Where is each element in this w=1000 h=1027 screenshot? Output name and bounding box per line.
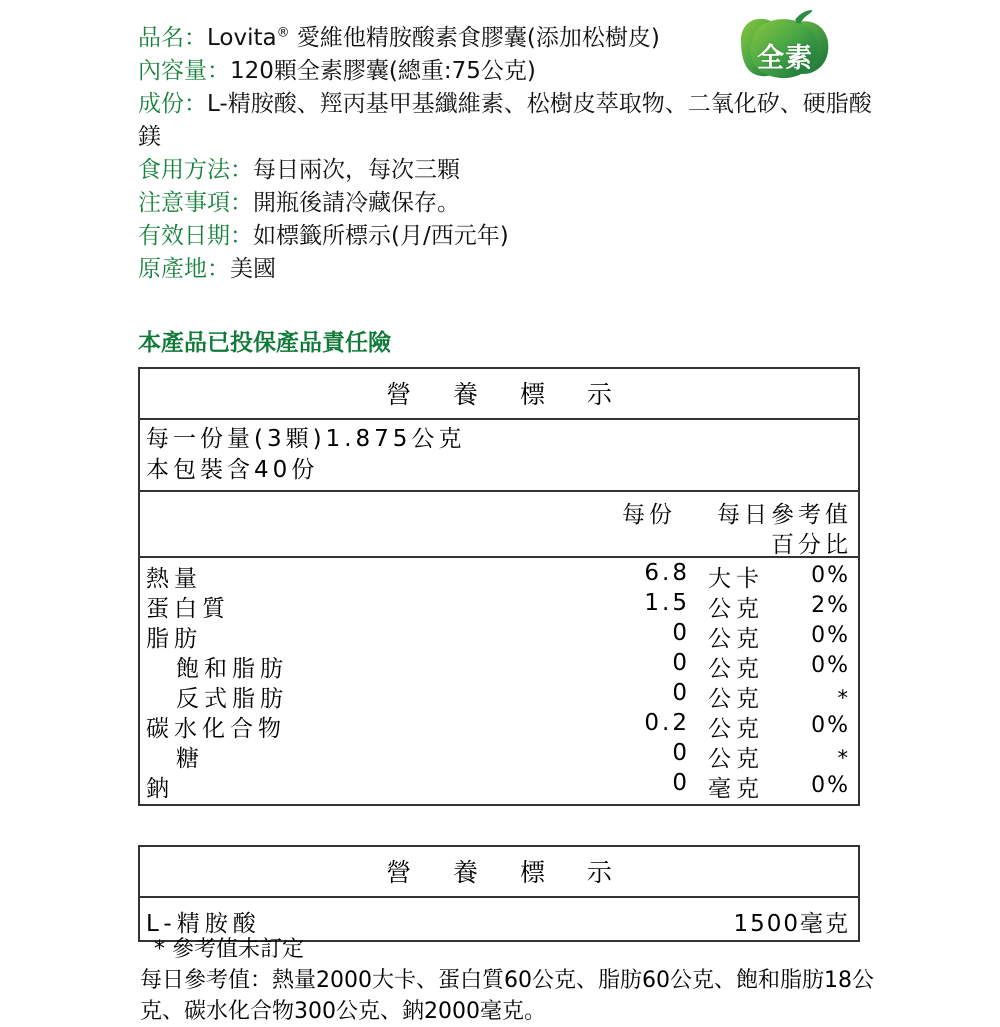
nutrition-rows <box>140 558 858 804</box>
nutrient-amount: 1500毫克 <box>733 911 850 937</box>
directions-value: 每日兩次，每次三顆 <box>253 157 460 183</box>
origin-label: 原產地： <box>138 256 230 282</box>
ingredients-value: L-精胺酸、羥丙基甲基纖維素、松樹皮萃取物、二氧化矽、硬脂酸鎂 <box>138 91 872 150</box>
column-header-per-serving: 每份 <box>622 502 676 528</box>
origin-line <box>138 253 878 286</box>
nutrient-daily-value: 0% <box>811 623 850 648</box>
nutrient-unit: 毫克 <box>708 776 764 802</box>
ingredients-line <box>138 88 878 154</box>
nutrient-name: 蛋白質 <box>146 596 230 622</box>
servings-per-container: 本包裝含40份 <box>146 457 319 483</box>
table-row <box>140 898 858 940</box>
directions-line <box>138 154 878 187</box>
nutrient-daily-value: 0% <box>811 713 850 738</box>
caution-value: 開瓶後請冷藏保存。 <box>253 190 460 216</box>
nutrition-facts-table-secondary <box>138 845 860 942</box>
column-header-daily-value-percent: 百分比 <box>771 532 852 558</box>
nutrient-unit: 公克 <box>708 746 764 772</box>
nutrient-amount: 0 <box>672 770 690 796</box>
nutrient-daily-value: 2% <box>811 593 850 618</box>
nutrient-amount: 0 <box>672 620 690 646</box>
nutrient-daily-value: 0% <box>811 563 850 588</box>
registered-trademark-icon: ® <box>276 25 290 41</box>
net-content-value: 120顆全素膠囊(總重:75公克) <box>230 58 536 84</box>
nutrient-unit: 公克 <box>708 656 764 682</box>
serving-size: 每一份量(3顆)1.875公克 <box>146 426 466 452</box>
nutrient-daily-value: * <box>837 686 850 710</box>
column-header-daily-value: 每日參考值 <box>717 502 852 528</box>
nutrient-unit: 公克 <box>708 596 764 622</box>
product-liability-insurance-note: 本產品已投保產品責任險 <box>138 330 391 356</box>
nutrient-amount: 0 <box>672 680 690 706</box>
nutrient-amount: 1.5 <box>644 590 690 616</box>
nutrient-name: 糖 <box>176 746 204 772</box>
table-row <box>140 680 858 710</box>
vegan-badge <box>733 10 837 86</box>
footnote-star-note: * 參考值未訂定 <box>154 937 304 962</box>
nutrient-amount: 0.2 <box>644 710 690 736</box>
expiry-value: 如標籤所標示(月/西元年) <box>253 223 509 249</box>
ingredients-label: 成份： <box>138 91 207 117</box>
net-content-label: 內容量： <box>138 58 230 84</box>
expiry-line <box>138 220 878 253</box>
table-row <box>140 770 858 800</box>
nutrition-column-headers <box>140 492 858 558</box>
nutrient-name: 反式脂肪 <box>176 686 288 712</box>
nutrient-amount: 0 <box>672 650 690 676</box>
nutrient-daily-value: * <box>837 746 850 770</box>
nutrition-table-secondary-title: 營 養 標 示 <box>140 847 858 898</box>
nutrient-unit: 大卡 <box>708 566 764 592</box>
vegan-badge-text: 全素 <box>757 43 813 74</box>
nutrient-name: 脂肪 <box>146 626 202 652</box>
table-row <box>140 620 858 650</box>
origin-value: 美國 <box>230 256 276 282</box>
nutrition-facts-table <box>138 367 860 806</box>
nutrition-table-title: 營 養 標 示 <box>140 369 858 420</box>
footnote-daily-values: 每日參考值：熱量2000大卡、蛋白質60公克、脂肪60公克、飽和脂肪18公克、碳水化合物300公克、鈉2000毫克。 <box>140 968 874 1024</box>
nutrient-name: 碳水化合物 <box>146 716 286 742</box>
expiry-label: 有效日期： <box>138 223 253 249</box>
caution-label: 注意事項： <box>138 190 253 216</box>
table-row <box>140 560 858 590</box>
serving-info <box>140 420 858 492</box>
nutrient-name: 熱量 <box>146 566 202 592</box>
product-name-value: Lovita® 愛維他精胺酸素食膠囊(添加松樹皮) <box>207 25 660 51</box>
nutrient-name: L-精胺酸 <box>146 911 261 937</box>
nutrient-amount: 6.8 <box>644 560 690 586</box>
nutrient-unit: 公克 <box>708 716 764 742</box>
leaf-icon <box>733 10 837 86</box>
table-row <box>140 590 858 620</box>
nutrient-daily-value: 0% <box>811 653 850 678</box>
nutrient-name: 飽和脂肪 <box>176 656 288 682</box>
caution-line <box>138 187 878 220</box>
table-row <box>140 740 858 770</box>
nutrient-unit: 公克 <box>708 626 764 652</box>
nutrient-amount: 0 <box>672 740 690 766</box>
nutrient-unit: 公克 <box>708 686 764 712</box>
table-row <box>140 710 858 740</box>
product-name-label: 品名： <box>138 25 207 51</box>
footnotes-block <box>140 935 880 1027</box>
table-row <box>140 650 858 680</box>
nutrient-daily-value: 0% <box>811 773 850 798</box>
directions-label: 食用方法： <box>138 157 253 183</box>
nutrient-name: 鈉 <box>146 776 174 802</box>
